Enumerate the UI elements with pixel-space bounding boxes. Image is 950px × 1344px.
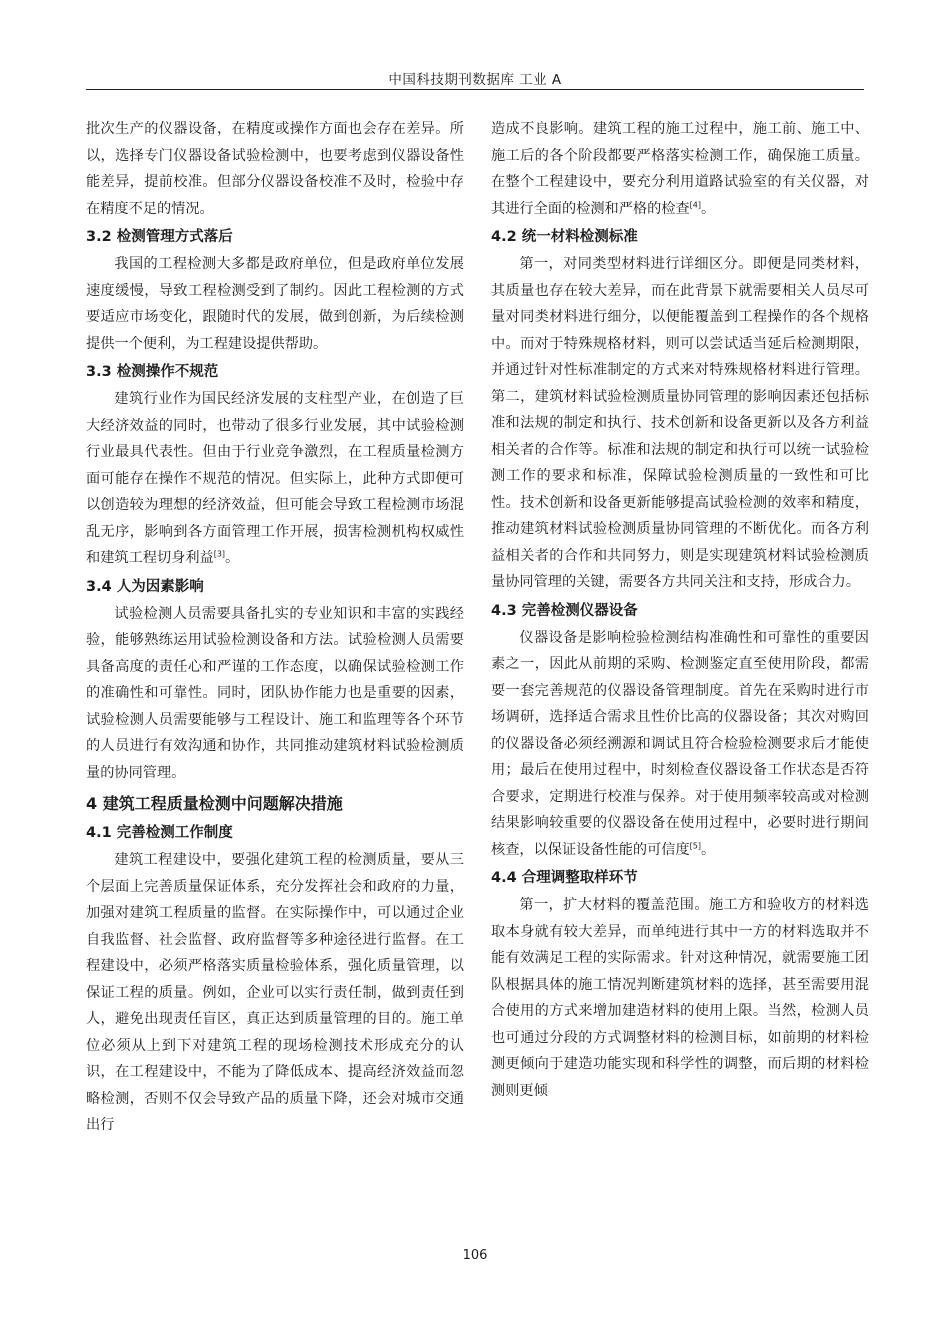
- paragraph-end-mark: 。: [700, 200, 716, 217]
- page-number: 106: [462, 1248, 488, 1263]
- paragraph-end-mark: 。: [700, 841, 716, 858]
- paragraph-4-2: 第一，对同类型材料进行详细区分。即便是同类材料，其质量也存在较大差异，而在此背景下就需要相关人员尽可量对同类材料进行细分，以便能覆盖到工程操作的各个规格中。而对于特殊规格材料，则可以尝试适当延后检测期限，并通过针对性标准制定的方式来对特殊规格材料进行管理。第二，建筑材料试验检测质量协同管理的影响因素还包括标准和法规的制定和执行、技术创新和设备更新以及各方利益相关者的合作等。标准和法规的制定和执行可以统一试验检测工作的要求和标准，保障试验检测质量的一致性和可比性。技术创新和设备更新能够提高试验检测的效率和精度，推动建筑材料试验检测质量协同管理的不断优化。而各方利益相关者的合作和共同努力，则是实现建筑材料试验检测质量协同管理的关键，需要各方共同关注和支持，形成合力。: [491, 256, 869, 590]
- paragraph-3-2: 我国的工程检测大多都是政府单位，但是政府单位发展速度缓慢，导致工程检测受到了制约。因此工程检测的方式要适应市场变化，跟随时代的发展，做到创新，为后续检测提供一个便利，为工程建设提供帮助。: [86, 256, 464, 352]
- chapter-heading-4: 4 建筑工程质量检测中问题解决措施: [86, 794, 343, 813]
- paragraph-continued-right: [491, 116, 869, 222]
- paragraph-4-3: [491, 625, 869, 864]
- section-heading-4-1: 4.1 完善检测工作制度: [86, 825, 233, 841]
- section-heading-4-2: 4.2 统一材料检测标准: [491, 229, 638, 245]
- section-heading-3-4: 3.4 人为因素影响: [86, 578, 204, 595]
- paragraph-3-3: 建筑行业作为国民经济发展的支柱型产业，在创造了巨大经济效益的同时，也带动了很多行业发展，其中试验检测行业最具代表性。但由于行业竞争激烈，在工程质量检测方面可能存在操作不规范的情况。但实际上，此种方式即便可以创造较为理想的经济效益，但可能会导致工程检测市场混乱无序，影响到各方面管理工作开展，损害检测机构权威性和建筑工程切身利益[3]。: [86, 391, 464, 566]
- citation-4: [4]: [689, 199, 701, 209]
- citation-3: [3]: [213, 549, 226, 559]
- paragraph-4-1: 建筑工程建设中，要强化建筑工程的检测质量，要从三个层面上完善质量保证体系，充分发挥社会和政府的力量，加强对建筑工程质量的监督。在实际操作中，可以通过企业自我监督、社会监督、政府监督等多种途径进行监督。在工程建设中，必须严格落实质量检验体系，强化质量管理，以保证工程的质量。例如，企业可以实行责任制，做到责任到人，避免出现责任盲区，真正达到质量管理的目的。施工单位必须从上到下对建筑工程的现场检测技术形成充分的认识，在工程建设中，不能为了降低成本、提高经济效益而忽略检测，否则不仅会导致产品的质量下降，还会对城市交通出行: [86, 852, 464, 1133]
- section-heading-3-3: 3.3 检测操作不规范: [86, 364, 219, 380]
- right-column: [491, 116, 869, 1104]
- left-column: [86, 116, 464, 1139]
- section-heading-4-3: 4.3 完善检测仪器设备: [491, 602, 638, 619]
- paragraph-4-4: 第一，扩大材料的覆盖范围。施工方和验收方的材料选取本身就有较大差异，而单纯进行其中一方的材料选取并不能有效满足工程的实际需求。针对这种情况，就需要施工团队根据具体的施工情况判断建筑材料的选择，甚至需要用混合使用的方式来增加建造材料的使用上限。当然，检测人员也可通过分段的方式调整材料的检测目标，如前期的材料检测更倾向于建造功能实现和科学性的调整，而后期的材料检测则更倾: [491, 897, 869, 1099]
- paragraph-3-4: 试验检测人员需要具备扎实的专业知识和丰富的实践经验，能够熟练运用试验检测设备和方法。试验检测人员需要具备高度的责任心和严谨的工作态度，以确保试验检测工作的准确性和可靠性。同时，团队协作能力也是重要的因素，试验检测人员需要能够与工程设计、施工和监理等各个环节的人员进行有效沟通和协作，共同推动建筑材料试验检测质量的协同管理。: [86, 605, 464, 781]
- paragraph-3-3-text: 建筑行业作为国民经济发展的支柱型产业，在创造了巨大经济效益的同时，也带动了很多行业发展，其中试验检测行业最具代表性。但由于行业竞争激烈，在工程质量检测方面可能存在操作不规范的情况。但实际上，此种方式即便可以创造较为理想的经济效益，但可能会导致工程检测市场混乱无序，影响到各方面管理工作开展，损害检测机构权威性和建筑工程切身利益: [86, 391, 464, 566]
- section-heading-4-4: 4.4 合理调整取样环节: [491, 870, 638, 886]
- header-rule: [86, 89, 864, 90]
- running-header: 中国科技期刊数据库 工业 A: [388, 72, 562, 88]
- paragraph-continued-right-text: 造成不良影响。建筑工程的施工过程中，施工前、施工中、施工后的各个阶段都要严格落实检测工作，确保施工质量。在整个工程建设中，要充分利用道路试验室的有关仪器，对其进行全面的检测和严格的检查: [491, 121, 869, 217]
- paragraph-continued: 批次生产的仪器设备，在精度或操作方面也会存在差异。所以，选择专门仪器设备试验检测中，也要考虑到仪器设备性能差异，提前校准。但部分仪器设备校准不及时，检验中存在精度不足的情况。: [86, 121, 464, 217]
- paragraph-4-3-text: 仪器设备是影响检验检测结构准确性和可靠性的重要因素之一，因此从前期的采购、检测鉴定直至使用阶段，都需要一套完善规范的仪器设备管理制度。首先在采购时进行市场调研，选择适合需求且性价比高的仪器设备；其次对购回的仪器设备必须经溯源和调试且符合检验检测要求后才能使用；最后在使用过程中，时刻检查仪器设备工作状态是否符合要求，定期进行校准与保养。对于使用频率较高或对检测结果影响较重要的仪器设备在使用过程中，必要时进行期间核查，以保证设备性能的可信度: [491, 629, 869, 858]
- section-heading-3-2: 3.2 检测管理方式落后: [86, 229, 233, 245]
- citation-5: [5]: [689, 840, 701, 850]
